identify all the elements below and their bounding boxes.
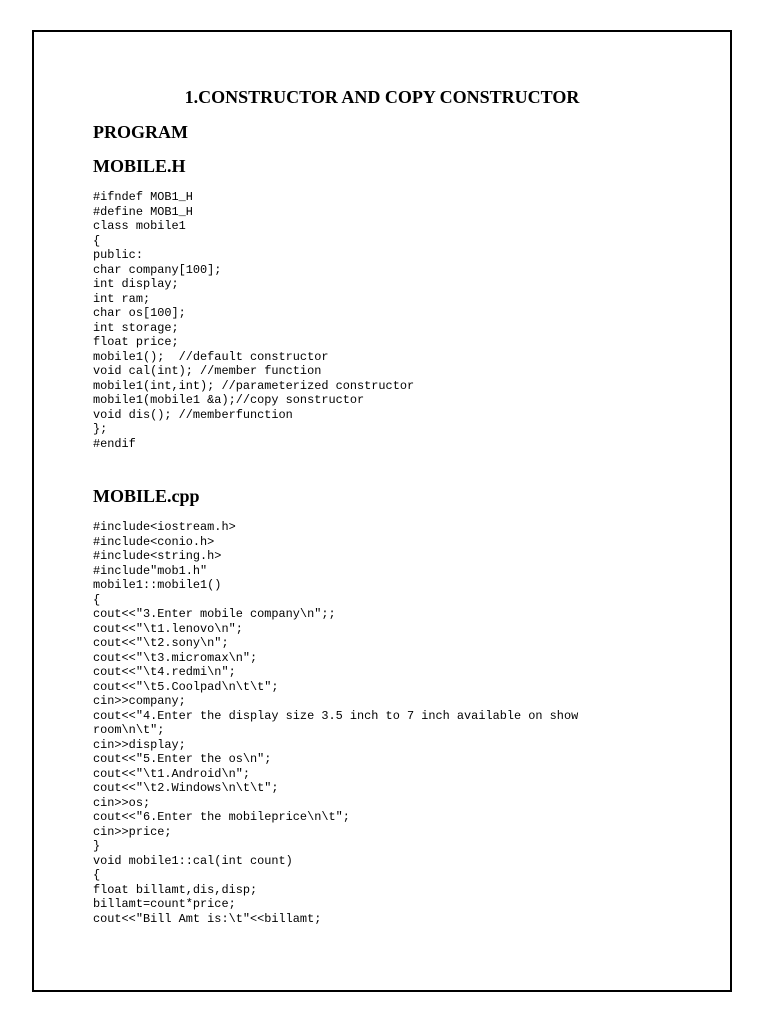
code-line: cout<<"Bill Amt is:\t"<<billamt; (93, 911, 322, 926)
code-line: cout<<"\t3.micromax\n"; (93, 650, 258, 665)
mobile-h-heading: MOBILE.H (93, 156, 186, 176)
code-line: void mobile1::cal(int count) (93, 853, 293, 868)
code-line: cout<<"\t4.redmi\n"; (93, 665, 236, 679)
code-line: { (93, 868, 101, 882)
mobile-h-code (93, 190, 414, 451)
code-line: cout<<"6.Enter the mobileprice\n\t"; (93, 810, 350, 824)
code-line: cout<<"\t5.Coolpad\n\t\t"; (93, 679, 279, 694)
code-line: int display; (93, 277, 179, 291)
code-line: cin>>os; (93, 795, 151, 810)
code-line: { (93, 233, 101, 248)
code-line: cin>>price; (93, 824, 172, 839)
code-line: cin>>company; (93, 694, 186, 708)
code-line: mobile1::mobile1() (93, 578, 222, 592)
code-line: cout<<"5.Enter the os\n"; (93, 752, 272, 766)
code-line: mobile1(); //default constructor (93, 349, 329, 364)
code-line: #define MOB1_H (93, 204, 193, 219)
code-line: #include<iostream.h> (93, 520, 236, 534)
code-line: { (93, 592, 101, 607)
code-line: cout<<"\t2.Windows\n\t\t"; (93, 781, 279, 795)
code-line: }; (93, 422, 108, 436)
code-line: } (93, 839, 101, 853)
code-line: class mobile1 (93, 219, 186, 233)
code-line: int storage; (93, 320, 179, 335)
code-line: cout<<"3.Enter mobile company\n";; (93, 607, 336, 621)
code-line: public: (93, 248, 143, 262)
code-line: #include<string.h> (93, 549, 222, 563)
code-line: #include"mob1.h" (93, 563, 208, 578)
code-line: char os[100]; (93, 306, 186, 320)
code-line: #include<conio.h> (93, 534, 215, 549)
code-line: cout<<"\t2.sony\n"; (93, 636, 229, 650)
code-line: void dis(); //memberfunction (93, 407, 293, 422)
code-line: cout<<"\t1.lenovo\n"; (93, 621, 243, 636)
code-line: #ifndef MOB1_H (93, 190, 193, 204)
code-line: cout<<"4.Enter the display size 3.5 inch to 7 inch available on show (93, 708, 579, 723)
code-line: billamt=count*price; (93, 897, 236, 911)
code-line: float billamt,dis,disp; (93, 882, 258, 897)
code-line: void cal(int); //member function (93, 364, 322, 378)
code-line: float price; (93, 335, 179, 349)
mobile-cpp-heading: MOBILE.cpp (93, 486, 200, 506)
code-line: mobile1(mobile1 &a);//copy sonstructor (93, 393, 365, 407)
code-line: char company[100]; (93, 262, 222, 277)
code-line: cin>>display; (93, 737, 186, 752)
document-title: 1.CONSTRUCTOR AND COPY CONSTRUCTOR (184, 87, 580, 107)
code-line: cout<<"\t1.Android\n"; (93, 766, 250, 781)
program-heading: PROGRAM (93, 122, 188, 142)
mobile-cpp-code (93, 520, 578, 926)
code-line: room\n\t"; (93, 723, 165, 737)
code-line: int ram; (93, 291, 151, 306)
code-line: #endif (93, 436, 136, 451)
code-line: mobile1(int,int); //parameterized constructor (93, 378, 415, 393)
